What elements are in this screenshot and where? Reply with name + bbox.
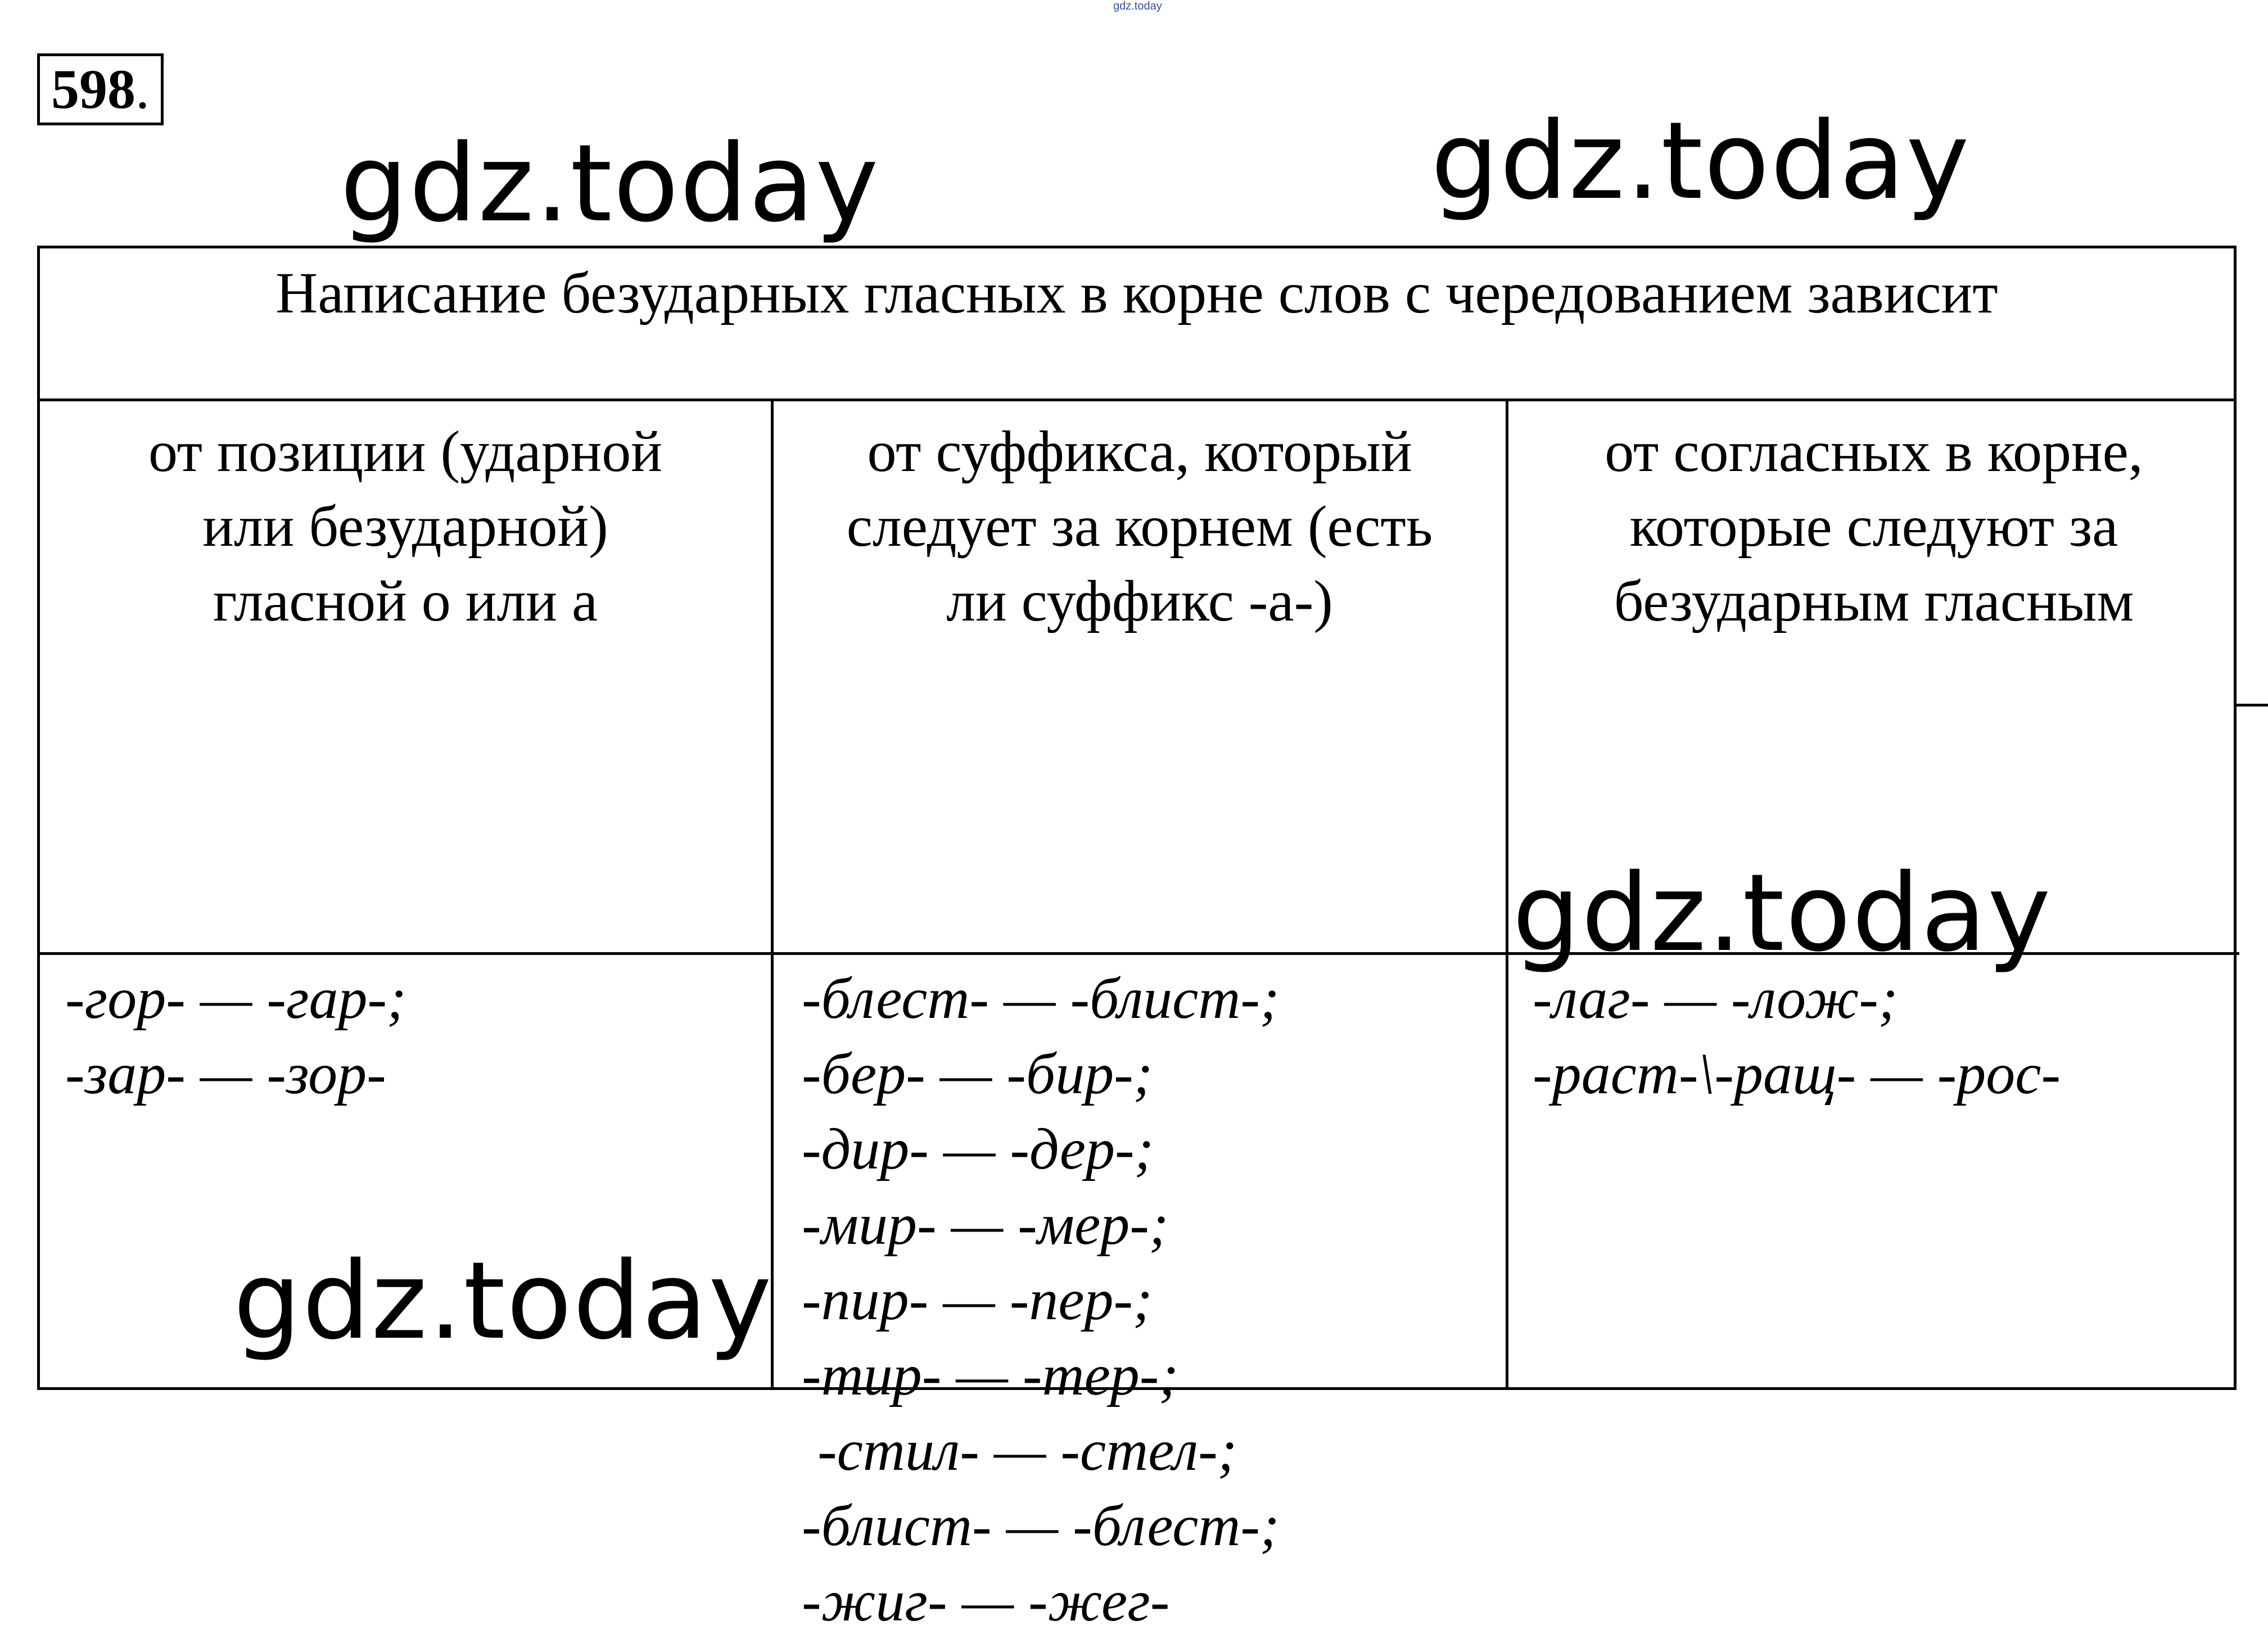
watermark: gdz.today [233, 1239, 773, 1363]
table-title: Написание безударных гласных в корне слов с чередованием зависит [275, 261, 1998, 325]
watermark: gdz.today [1512, 851, 2052, 975]
column-header-line: безударным гласным [1614, 569, 2134, 633]
task-number-suffix: . [135, 58, 150, 120]
list-item: -лаг- — -лож-; [1533, 966, 1898, 1031]
list-item: -пир- — -пер-; [802, 1267, 1153, 1332]
list-item: -бер- — -бир-; [802, 1042, 1153, 1106]
column-header-line: которые следуют за [1629, 494, 2118, 559]
roots-list-consonants [1533, 961, 2061, 1112]
column-header-line: от позиции (ударной [148, 419, 662, 484]
list-item: -жиг- — -жег- [802, 1569, 1170, 1633]
roots-list-position [65, 961, 406, 1112]
list-item: -дир- — -дер-; [802, 1117, 1154, 1181]
header-divider-extension [2235, 704, 2268, 707]
list-item: -стил- — -стел-; [817, 1418, 1237, 1483]
rule-table [37, 246, 2237, 1633]
task-number: 598 [51, 58, 135, 120]
list-item: -раст-\-ращ- — -рос- [1533, 1042, 2061, 1106]
list-item: -гор- — -гар-; [65, 966, 406, 1031]
watermark: gdz.today [1431, 99, 1971, 223]
list-item: -блест- — -блист-; [802, 966, 1280, 1031]
column-header-line: от согласных в корне, [1605, 419, 2143, 484]
column-header-line: ли суффикс -а-) [946, 569, 1333, 633]
column-header-suffix [774, 414, 1506, 639]
small-watermark: gdz.today [1113, 0, 1162, 12]
list-item: -блист- — -блест-; [802, 1493, 1280, 1558]
watermark: gdz.today [340, 121, 880, 246]
column-header-line: от суффикса, который [867, 419, 1412, 484]
list-item: -мир- — -мер-; [802, 1192, 1169, 1257]
roots-list-suffix [802, 961, 1280, 1639]
list-item: -тир- — -тер-; [802, 1343, 1179, 1407]
table-title-row [40, 248, 2234, 401]
task-number-box [37, 53, 164, 125]
column-header-line: или безударной) [202, 494, 608, 559]
column-header-position [40, 414, 771, 639]
column-header-line: гласной о или а [213, 569, 598, 633]
list-item: -зар- — -зор- [65, 1042, 386, 1106]
column-header-consonants [1508, 414, 2239, 639]
column-header-line: следует за корнем (есть [846, 494, 1433, 559]
